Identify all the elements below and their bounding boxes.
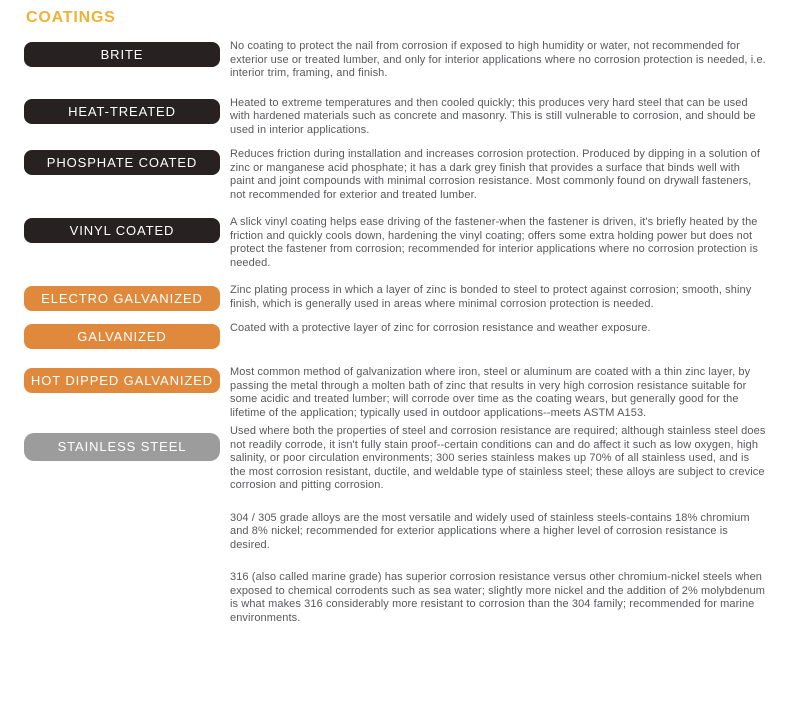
badge-hot-dipped-galvanized: HOT DIPPED GALVANIZED (24, 368, 220, 393)
coating-row-galvanized (24, 322, 767, 350)
coating-description-vinyl-coated (230, 216, 767, 270)
badge-stainless-steel: STAINLESS STEEL (24, 433, 220, 461)
coating-description-phosphate-coated (230, 148, 767, 202)
description-paragraph: Coated with a protective layer of zinc for corrosion resistance and weather exposure. (230, 322, 651, 334)
badge-column (24, 148, 230, 175)
badge-column (24, 322, 230, 350)
description-paragraph: 304 / 305 grade alloys are the most versatile and widely used of stainless steels-contains 18% chromium and 8% nickel; recommended for exterior applications where a higher level of corrosion resistance is desired. (230, 511, 750, 551)
description-paragraph: A slick vinyl coating helps ease driving of the fastener-when the fastener is driven, it's briefly heated by the friction and quickly cools down, hardening the vinyl coating; offers some extra holding power but does not protect the fastener from corrosion; recommended for interior applications where no corrosion protection is needed. (230, 216, 758, 269)
description-paragraph: Reduces friction during installation and increases corrosion protection. Produced by dipping in a solution of zinc or manganese acid phosphate; it has a dark grey finish that provides a surface that binds well with paint and joint compounds with minimal corrosion resistance. Most commonly found on drywall fasteners, not recommended for exterior and treated lumber. (230, 148, 761, 201)
description-paragraph: Used where both the properties of steel and corrosion resistance are required; although stainless steel does not readily corrode, it isn't fully stain proof--certain conditions can and do affect it such as low oxygen, high salinity, or poor circulation environments; 300 series stainless makes up 70% of all stainless used, and is the most corrosion resistant, ductile, and weldable type of stainless steel; these alloys are subject to crevice corrosion and pitting corrosion. (230, 425, 766, 491)
badge-brite: BRITE (24, 42, 220, 67)
badge-column (24, 425, 230, 461)
coating-description-stainless-steel (230, 425, 767, 625)
description-paragraph: No coating to protect the nail from corrosion if exposed to high humidity or water, not recommended for exterior use or treated lumber, and only for interior applications where no corrosion protection is needed, i.e. interior trim, framing, and finish. (230, 40, 766, 79)
coating-row-hot-dipped-galvanized (24, 366, 767, 420)
coating-row-phosphate-coated (24, 148, 767, 202)
coating-description-electro-galvanized (230, 284, 767, 311)
badge-vinyl-coated: VINYL COATED (24, 218, 220, 243)
badge-electro-galvanized: ELECTRO GALVANIZED (24, 286, 220, 311)
coating-row-brite (24, 40, 767, 81)
badge-galvanized: GALVANIZED (24, 324, 220, 349)
page-title: COATINGS (26, 9, 116, 26)
coating-row-heat-treated (24, 97, 767, 138)
badge-column (24, 40, 230, 67)
coating-description-heat-treated (230, 97, 767, 138)
badge-column (24, 216, 230, 243)
description-paragraph: Heated to extreme temperatures and then cooled quickly; this produces very hard steel that can be used with hardened materials such as concrete and masonry. This is still vulnerable to corrosion, and should be used in interior applications. (230, 96, 756, 136)
description-paragraph: 316 (also called marine grade) has superior corrosion resistance versus other chromium-nickel steels when exposed to chemical corrodents such as sea water; slightly more nickel and the addition of 2% molybdenum is what makes 316 considerably more resistant to corrosion than the 304 family; recommended for marine environments. (230, 571, 766, 624)
badge-heat-treated: HEAT-TREATED (24, 99, 220, 124)
badge-column (24, 366, 230, 393)
coating-description-hot-dipped-galvanized (230, 366, 767, 420)
badge-column (24, 284, 230, 311)
coating-row-vinyl-coated (24, 216, 767, 270)
coating-description-brite (230, 40, 767, 81)
description-paragraph: Zinc plating process in which a layer of zinc is bonded to steel to protect against corrosion; smooth, shiny finish, which is generally used in areas where minimal corrosion protection is needed. (230, 284, 752, 310)
description-paragraph: Most common method of galvanization where iron, steel or aluminum are coated with a thin zinc layer, by passing the metal through a molten bath of zinc that results in very high corrosion resistance suitable for some acidic and treated lumber; will corrode over time as the coating wears, but generally good for the lifetime of the application; typically used in outdoor applications--meets ASTM A153. (230, 366, 751, 419)
coating-row-stainless-steel (24, 425, 767, 625)
coating-description-galvanized (230, 322, 767, 336)
badge-column (24, 97, 230, 124)
coating-row-electro-galvanized (24, 284, 767, 311)
badge-phosphate-coated: PHOSPHATE COATED (24, 150, 220, 175)
